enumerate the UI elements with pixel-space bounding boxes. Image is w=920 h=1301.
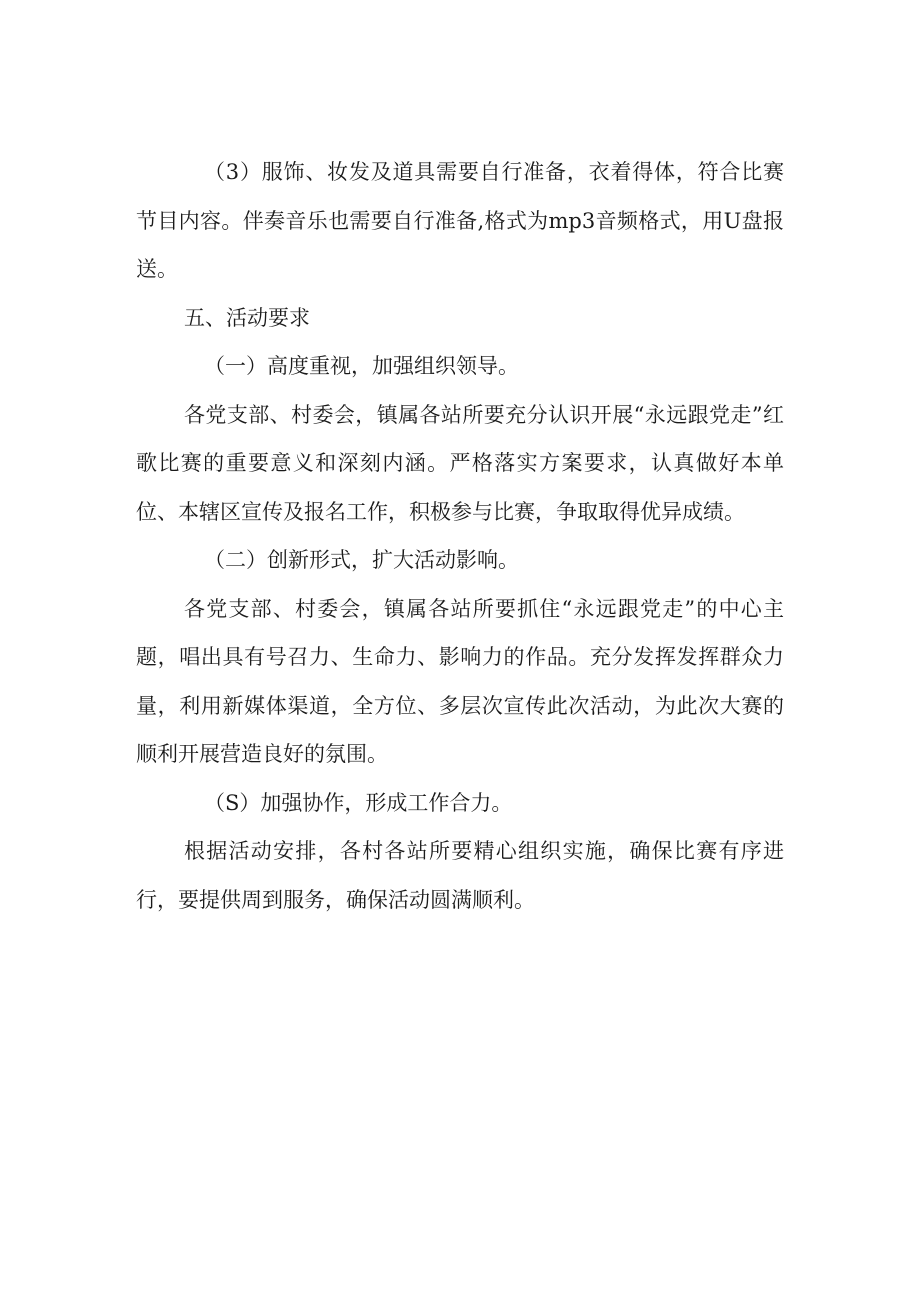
subheading-innovate-form: （二）创新形式，扩大活动影响。 xyxy=(204,548,519,572)
section-heading-activity-requirements: 五、活动要求 xyxy=(184,305,310,330)
subheading-strengthen-cooperation: （S）加强协作，形成工作合力。 xyxy=(204,790,513,815)
paragraph-costume-props: （3）服饰、妆发及道具需要自行准备，衣着得体，符合比赛节目内容。伴奏音乐也需要自行准备,格式为mp3音频格式，用U盘报送。 xyxy=(136,160,784,281)
subheading-attach-importance: （一）高度重视，加强组织领导。 xyxy=(204,354,519,378)
paragraph-strengthen-cooperation: 根据活动安排，各村各站所要精心组织实施，确保比赛有序进行，要提供周到服务，确保活动圆满顺利。 xyxy=(136,839,784,912)
document-body xyxy=(136,148,784,924)
paragraph-innovate-form: 各党支部、村委会，镇属各站所要抓住“永远跟党走”的中心主题，唱出具有号召力、生命力、影响力的作品。充分发挥发挥群众力量，利用新媒体渠道，全方位、多层次宣传此次活动，为此次大赛的顺利开展营造良好的氛围。 xyxy=(136,596,784,766)
paragraph-attach-importance: 各党支部、村委会，镇属各站所要充分认识开展“永远跟党走”红歌比赛的重要意义和深刻内涵。严格落实方案要求，认真做好本单位、本辖区宣传及报名工作，积极参与比赛，争取取得优异成绩。 xyxy=(136,402,784,524)
